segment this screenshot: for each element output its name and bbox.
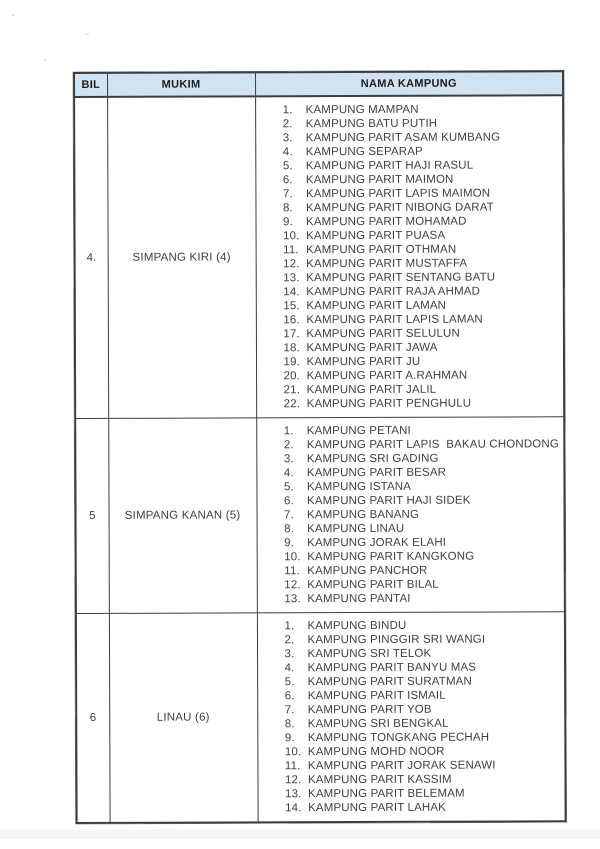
bil-value: 4.: [74, 97, 108, 419]
village-name: KAMPUNG PARIT SENTANG BATU: [306, 271, 496, 285]
village-name: KAMPUNG ISTANA: [306, 480, 412, 494]
bil-value: 5: [75, 418, 109, 613]
village-item: [283, 228, 559, 243]
village-name: KAMPUNG PETANI: [306, 424, 411, 438]
village-number: 4.: [282, 146, 293, 159]
village-item: [284, 493, 560, 508]
village-number: 2.: [284, 634, 295, 647]
village-number: 2.: [282, 118, 293, 131]
village-item: [284, 451, 560, 466]
village-name: KAMPUNG PARIT SELULUN: [306, 327, 460, 341]
village-item: [284, 465, 560, 480]
village-name: KAMPUNG PARIT A.RAHMAN: [306, 369, 468, 383]
village-item: [285, 730, 561, 745]
village-number: 13.: [284, 593, 301, 606]
village-number: 15.: [283, 300, 300, 313]
village-name: KAMPUNG SRI TELOK: [307, 647, 432, 661]
village-number: 11.: [283, 244, 299, 257]
village-item: [284, 632, 560, 647]
village-list: [256, 417, 565, 613]
village-item: [285, 660, 561, 675]
header-mukim: MUKIM: [107, 72, 255, 97]
scan-speck: [12, 14, 14, 16]
village-name: KAMPUNG PARIT MOHAMAD: [306, 215, 467, 229]
village-item: [285, 772, 561, 787]
village-name: KAMPUNG PARIT MAIMON: [305, 173, 454, 187]
village-item: [283, 214, 559, 229]
village-number: 3.: [283, 453, 294, 466]
village-item: [283, 284, 559, 299]
village-name: KAMPUNG PARIT MUSTAFFA: [306, 257, 468, 271]
village-number: 10.: [283, 230, 300, 243]
village-number: 9.: [284, 732, 295, 745]
village-item: [283, 326, 559, 341]
village-item: [283, 144, 559, 159]
village-list: [255, 95, 564, 418]
village-name: KAMPUNG LINAU: [307, 522, 405, 536]
village-name: KAMPUNG PARIT HAJI SIDEK: [306, 494, 471, 508]
table-row: [75, 417, 565, 614]
village-item: [284, 479, 560, 494]
village-item: [283, 102, 559, 117]
village-name: KAMPUNG PARIT KANGKONG: [307, 550, 475, 564]
village-item: [284, 563, 560, 578]
village-number: 11.: [284, 760, 301, 773]
village-name: KAMPUNG PARIT PUASA: [306, 229, 446, 243]
village-name: KAMPUNG PARIT BILAL: [307, 578, 439, 592]
village-item: [283, 158, 559, 173]
village-name: KAMPUNG BANANG: [307, 508, 420, 522]
page-bottom-shade: [0, 829, 600, 839]
village-name: KAMPUNG BATU PUTIH: [305, 117, 438, 131]
village-item: [285, 716, 561, 731]
village-number: 4.: [283, 467, 294, 480]
village-number: 12.: [283, 258, 300, 271]
village-name: KAMPUNG JORAK ELAHI: [307, 536, 447, 550]
village-number: 21.: [283, 384, 301, 397]
village-item: [283, 242, 559, 257]
village-name: KAMPUNG MOHD NOOR: [307, 745, 445, 759]
village-name: KAMPUNG PARIT JALIL: [306, 383, 437, 397]
village-item: [283, 200, 559, 215]
village-item: [285, 758, 561, 773]
village-item: [285, 688, 561, 703]
village-item: [284, 577, 560, 592]
village-name: KAMPUNG PARIT LAPIS MAIMON: [305, 187, 491, 201]
village-number: 12.: [284, 774, 302, 787]
village-number: 1.: [283, 425, 294, 438]
village-number: 5.: [283, 481, 294, 494]
village-item: [283, 172, 559, 187]
village-item: [284, 535, 560, 550]
village-item: [283, 116, 559, 131]
village-name: KAMPUNG PARIT BANYU MAS: [307, 661, 477, 675]
village-item: [283, 298, 559, 313]
village-number: 3.: [284, 648, 295, 661]
village-number: 7.: [284, 509, 294, 522]
village-name: KAMPUNG PARIT HAJI RASUL: [305, 159, 474, 173]
village-name: KAMPUNG PARIT ISMAIL: [307, 689, 446, 703]
table-body: [74, 95, 566, 823]
village-item: [285, 646, 561, 661]
village-name: KAMPUNG PARIT SURATMAN: [307, 675, 472, 689]
village-name: KAMPUNG SRI BENGKAL: [307, 717, 449, 731]
village-name: KAMPUNG PARIT JU: [306, 355, 421, 369]
village-number: 5.: [282, 160, 293, 173]
village-name: KAMPUNG PARIT KASSIM: [307, 773, 452, 787]
village-item: [284, 437, 560, 452]
village-item: [284, 549, 560, 564]
village-item: [285, 786, 561, 801]
village-item: [283, 312, 559, 327]
village-number: 5.: [284, 676, 295, 689]
village-item: [284, 618, 560, 633]
village-item: [283, 130, 559, 145]
village-item: [283, 186, 559, 201]
village-name: KAMPUNG PARIT JORAK SENAWI: [307, 759, 496, 773]
village-number: 17.: [283, 328, 300, 341]
village-number: 6.: [284, 690, 295, 703]
village-name: KAMPUNG PINGGIR SRI WANGI: [307, 633, 486, 647]
village-number: 7.: [282, 188, 293, 201]
village-number: 14.: [283, 286, 300, 299]
village-item: [283, 256, 559, 271]
village-name: KAMPUNG SRI GADING: [306, 452, 439, 466]
village-number: 1.: [282, 104, 293, 117]
mukim-name: SIMPANG KIRI (4): [107, 96, 256, 418]
scan-speck: [86, 33, 89, 35]
scan-speck: [44, 59, 46, 61]
village-item: [285, 744, 561, 759]
village-list: [257, 612, 566, 823]
village-number: 4.: [284, 662, 295, 675]
mukim-name: LINAU (6): [109, 613, 258, 823]
header-nama-kampung: NAMA KAMPUNG: [255, 71, 563, 96]
village-number: 13.: [285, 788, 302, 801]
village-number: 6.: [282, 174, 293, 187]
village-number: 8.: [282, 202, 293, 215]
table-row: [74, 95, 564, 418]
village-item: [284, 368, 560, 383]
village-item: [285, 674, 561, 689]
village-name: KAMPUNG PARIT ASAM KUMBANG: [305, 131, 501, 145]
village-number: 13.: [283, 272, 300, 285]
village-name: KAMPUNG PARIT NIBONG DARAT: [305, 201, 494, 215]
village-item: [285, 800, 561, 815]
table-row: [76, 612, 566, 823]
table-header-row: [74, 71, 563, 97]
village-number: 8.: [284, 718, 295, 731]
village-item: [284, 507, 560, 522]
village-name: KAMPUNG PARIT OTHMAN: [306, 243, 457, 257]
village-number: 2.: [283, 439, 294, 452]
village-number: 8.: [284, 523, 295, 536]
village-item: [284, 423, 560, 438]
village-number: 6.: [283, 495, 294, 508]
village-number: 19.: [283, 356, 300, 369]
village-item: [284, 591, 560, 606]
village-number: 18.: [283, 342, 300, 355]
mukim-name: SIMPANG KANAN (5): [108, 418, 257, 614]
village-name: KAMPUNG TONGKANG PECHAH: [307, 731, 490, 745]
village-item: [283, 340, 559, 355]
village-name: KAMPUNG PANTAI: [307, 592, 411, 606]
village-name: KAMPUNG PARIT LAMAN: [306, 299, 447, 313]
village-item: [284, 396, 560, 411]
village-name: KAMPUNG PARIT YOB: [307, 703, 432, 717]
village-name: KAMPUNG MAMPAN: [305, 103, 419, 117]
village-name: KAMPUNG PARIT JAWA: [306, 341, 438, 355]
village-name: KAMPUNG PARIT LAPIS LAMAN: [306, 313, 483, 327]
village-number: 3.: [282, 132, 293, 145]
village-name: KAMPUNG PANCHOR: [307, 564, 428, 578]
village-number: 12.: [284, 579, 301, 592]
mukim-villages-table: [73, 70, 567, 824]
village-number: 16.: [283, 314, 300, 327]
village-name: KAMPUNG PARIT BESAR: [306, 466, 447, 480]
village-number: 1.: [284, 620, 295, 633]
village-number: 11.: [284, 565, 300, 578]
village-number: 9.: [283, 216, 293, 229]
village-number: 10.: [284, 746, 302, 759]
village-item: [283, 354, 559, 369]
village-item: [284, 382, 560, 397]
village-name: KAMPUNG BINDU: [307, 619, 407, 633]
village-name: KAMPUNG PARIT PENGHULU: [306, 397, 472, 411]
village-item: [284, 521, 560, 536]
bil-value: 6: [76, 613, 110, 823]
village-number: 7.: [284, 704, 295, 717]
header-bil: BIL: [74, 73, 107, 97]
village-name: KAMPUNG PARIT LAPIS BAKAU CHONDONG: [306, 438, 559, 452]
village-name: KAMPUNG PARIT BELEMAM: [308, 787, 465, 801]
village-number: 20.: [283, 370, 301, 383]
village-number: 14.: [285, 802, 302, 815]
village-number: 10.: [284, 551, 301, 564]
village-item: [285, 702, 561, 717]
village-name: KAMPUNG PARIT RAJA AHMAD: [306, 285, 481, 299]
village-name: KAMPUNG PARIT LAHAK: [308, 801, 446, 815]
village-item: [283, 270, 559, 285]
village-name: KAMPUNG SEPARAP: [305, 145, 423, 159]
village-number: 9.: [284, 537, 295, 550]
village-number: 22.: [283, 398, 301, 411]
